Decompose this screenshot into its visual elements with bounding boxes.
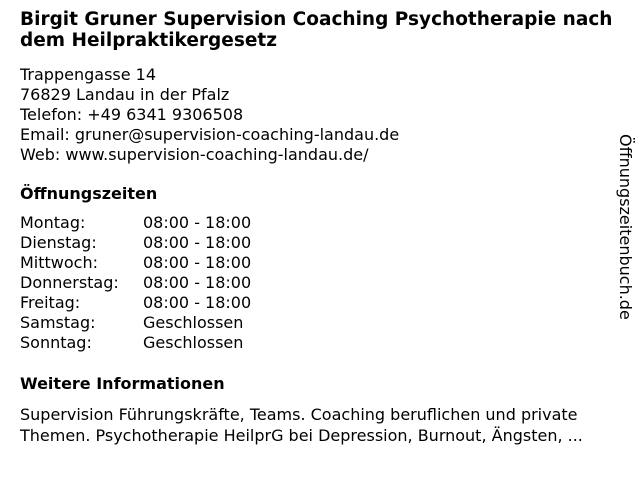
hours-row-tuesday — [20, 233, 251, 253]
hours-time: 08:00 - 18:00 — [143, 233, 252, 252]
hours-day: Donnerstag: — [20, 273, 119, 292]
hours-day: Dienstag: — [20, 233, 97, 252]
email-address: Email: gruner@supervision-coaching-landau.de — [20, 125, 400, 144]
hours-row-saturday — [20, 313, 251, 333]
info-line: Supervision Führungskräfte, Teams. Coaching beruflichen und private — [20, 405, 578, 424]
hours-day: Mittwoch: — [20, 253, 98, 272]
city-address: 76829 Landau in der Pfalz — [20, 85, 230, 104]
opening-hours-heading: Öffnungszeiten — [20, 184, 158, 203]
hours-day: Freitag: — [20, 293, 81, 312]
info-line: Themen. Psychotherapie HeilprG bei Depression, Burnout, Ängsten, ... — [20, 426, 583, 445]
hours-time: 08:00 - 18:00 — [143, 293, 252, 312]
opening-hours-table — [20, 213, 251, 353]
hours-row-sunday — [20, 333, 251, 353]
hours-row-monday — [20, 213, 251, 233]
brand-watermark: Öffnungszeitenbuch.de — [616, 134, 635, 320]
hours-day: Montag: — [20, 213, 86, 232]
address-block — [20, 65, 399, 165]
business-title: Birgit Gruner Supervision Coaching Psychotherapie nach dem Heilpraktikergesetz — [20, 9, 613, 51]
hours-time: 08:00 - 18:00 — [143, 253, 252, 272]
further-info-heading: Weitere Informationen — [20, 374, 225, 393]
further-info-text — [20, 404, 630, 446]
hours-time: 08:00 - 18:00 — [143, 273, 252, 292]
hours-time: Geschlossen — [143, 313, 244, 332]
hours-row-friday — [20, 293, 251, 313]
hours-time: 08:00 - 18:00 — [143, 213, 252, 232]
phone-number: Telefon: +49 6341 9306508 — [20, 105, 244, 124]
hours-row-wednesday — [20, 253, 251, 273]
hours-time: Geschlossen — [143, 333, 244, 352]
street-address: Trappengasse 14 — [20, 65, 157, 84]
hours-day: Samstag: — [20, 313, 96, 332]
website-url: Web: www.supervision-coaching-landau.de/ — [20, 145, 369, 164]
hours-day: Sonntag: — [20, 333, 92, 352]
hours-row-thursday — [20, 273, 251, 293]
